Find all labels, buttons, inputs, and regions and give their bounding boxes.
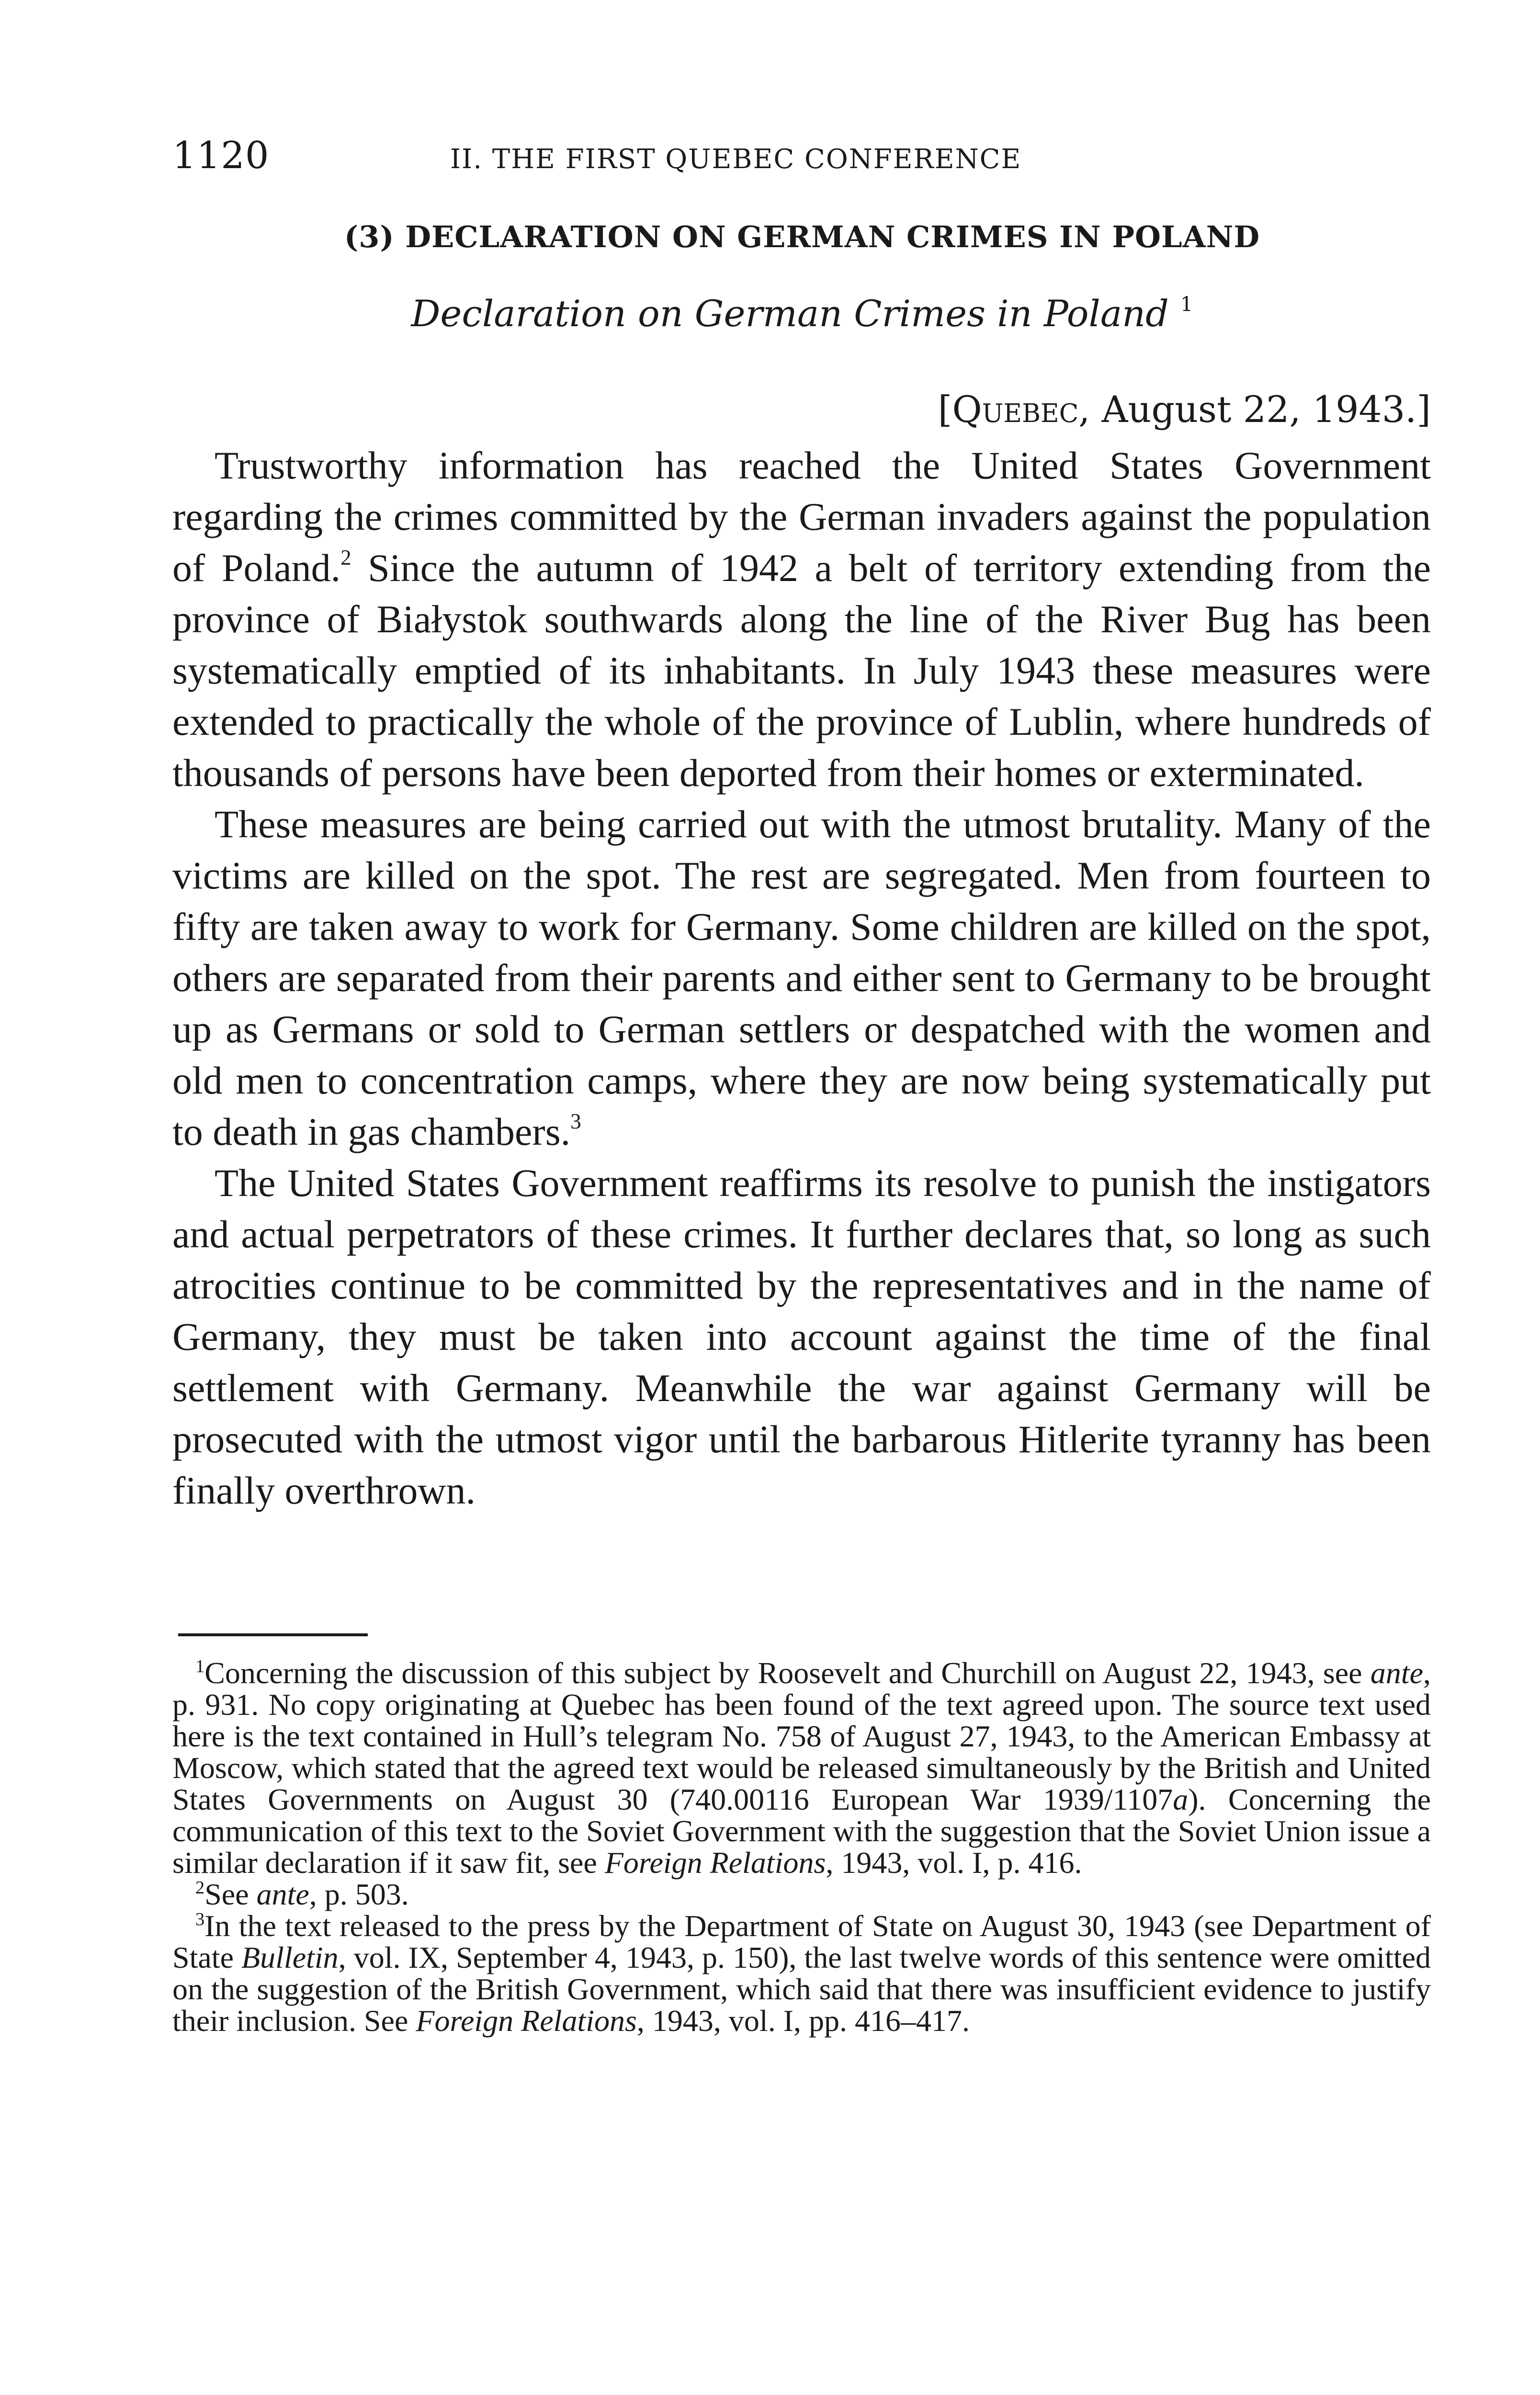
- footnote-1-file-suffix: a: [1173, 1782, 1189, 1816]
- footnote-1-foreign-relations: Foreign Relations: [604, 1846, 826, 1880]
- footnote-2-text-b: , p. 503.: [309, 1877, 409, 1911]
- footnote-2-text-a: See: [204, 1877, 257, 1911]
- footnote-3-bulletin: Bulletin: [241, 1940, 339, 1974]
- page-number: 1120: [172, 134, 270, 177]
- footnote-3-text-a: In the text released to the press by the Department of State on August 30, 1943 (see Department of State: [172, 1909, 1431, 1974]
- footnote-1-text-c: ). Concerning the communication of this text to the Soviet Government with the suggestion that the Soviet Union issue a similar declaration if it saw fit, see: [172, 1782, 1431, 1880]
- footnote-1-text-a: Concerning the discussion of this subject by Roosevelt and Churchill on August 22, 1943, see: [204, 1656, 1370, 1690]
- section-heading: (3) DECLARATION ON GERMAN CRIMES IN POLAND: [344, 219, 1260, 254]
- body-paragraph-1-part-a: Trustworthy information has reached the United States Government regarding the crimes committed by the German invaders against the population of Poland.: [172, 444, 1431, 590]
- document-title: [172, 287, 1432, 340]
- footnote-3-text-c: , 1943, vol. I, pp. 416–417.: [636, 2004, 970, 2038]
- dateline: [172, 383, 1431, 436]
- dateline-date: , August 22, 1943.]: [1078, 388, 1431, 431]
- footnote-3-mark: 3: [195, 1909, 205, 1929]
- footnote-1-mark: 1: [195, 1656, 205, 1676]
- footnote-1-ante: ante: [1370, 1656, 1423, 1690]
- running-head: [172, 129, 1432, 182]
- footnote-1-text-b: , p. 931. No copy originating at Quebec has been found of the text agreed upon. The source text used here is the text contained in Hull’s telegram No. 758 of August 27, 1943, to the American Embassy at Moscow, which stated that the agreed text would be released simultaneously by the British and United States Governments on August 30 (740.00116 European War 1939/1107: [172, 1656, 1431, 1816]
- body-paragraph-2: [172, 798, 1431, 1157]
- footnote-3-text-b: , vol. IX, September 4, 1943, p. 150), the last twelve words of this sentence were omitted on the suggestion of the British Government, which said that there was insufficient evidence to justify their inclusion. See: [172, 1940, 1431, 2038]
- footnote-1-text-d: , 1943, vol. I, p. 416.: [826, 1846, 1082, 1880]
- dateline-place: Quebec: [952, 388, 1079, 431]
- body-paragraph-1: [172, 440, 1431, 798]
- body-paragraph-2-text: These measures are being carried out with the utmost brutality. Many of the victims are killed on the spot. The rest are segregated. Men from fourteen to fifty are taken away to work for Germany. Some children are killed on the spot, others are separated from their parents and either sent to Germany to be brought up as Germans or sold to German settlers or despatched with the women and old men to concentration camps, where they are now being systematically put to death in gas chambers.: [172, 802, 1431, 1153]
- footnote-ref-3: 3: [570, 1109, 581, 1134]
- footnotes: [172, 1657, 1431, 2037]
- dateline-open-bracket: [: [938, 388, 952, 431]
- footnote-1: [172, 1657, 1431, 1879]
- running-title: II. THE FIRST QUEBEC CONFERENCE: [450, 144, 1022, 175]
- body-paragraph-1-part-b: Since the autumn of 1942 a belt of territory extending from the province of Białystok southwards along the line of the River Bug has been systematically emptied of its inhabitants. In July 1943 these measures were extended to practically the whole of the province of Lublin, where hundreds of thousands of persons have been deported from their homes or exterminated.: [172, 546, 1431, 795]
- document-title-text: Declaration on German Crimes in Poland: [411, 292, 1169, 335]
- footnote-3-foreign-relations: Foreign Relations: [416, 2004, 637, 2038]
- footnote-ref-1: 1: [1180, 292, 1193, 316]
- footnote-ref-2: 2: [340, 546, 351, 570]
- footnote-2-ante: ante: [256, 1877, 309, 1911]
- footnote-2-mark: 2: [195, 1877, 205, 1898]
- footnote-2: [172, 1879, 1431, 1910]
- body-paragraph-3: The United States Government reaffirms its resolve to punish the instigators and actual perpetrators of these crimes. It further declares that, so long as such atrocities continue to be committed by the representatives and in the name of Germany, they must be taken into account against the time of the final settlement with Germany. Meanwhile the war against Germany will be prosecuted with the utmost vigor until the barbarous Hitlerite tyranny has been finally overthrown.: [172, 1161, 1431, 1512]
- footnote-divider: [178, 1633, 368, 1636]
- declaration-body: [172, 440, 1431, 1516]
- footnote-3: [172, 1910, 1431, 2037]
